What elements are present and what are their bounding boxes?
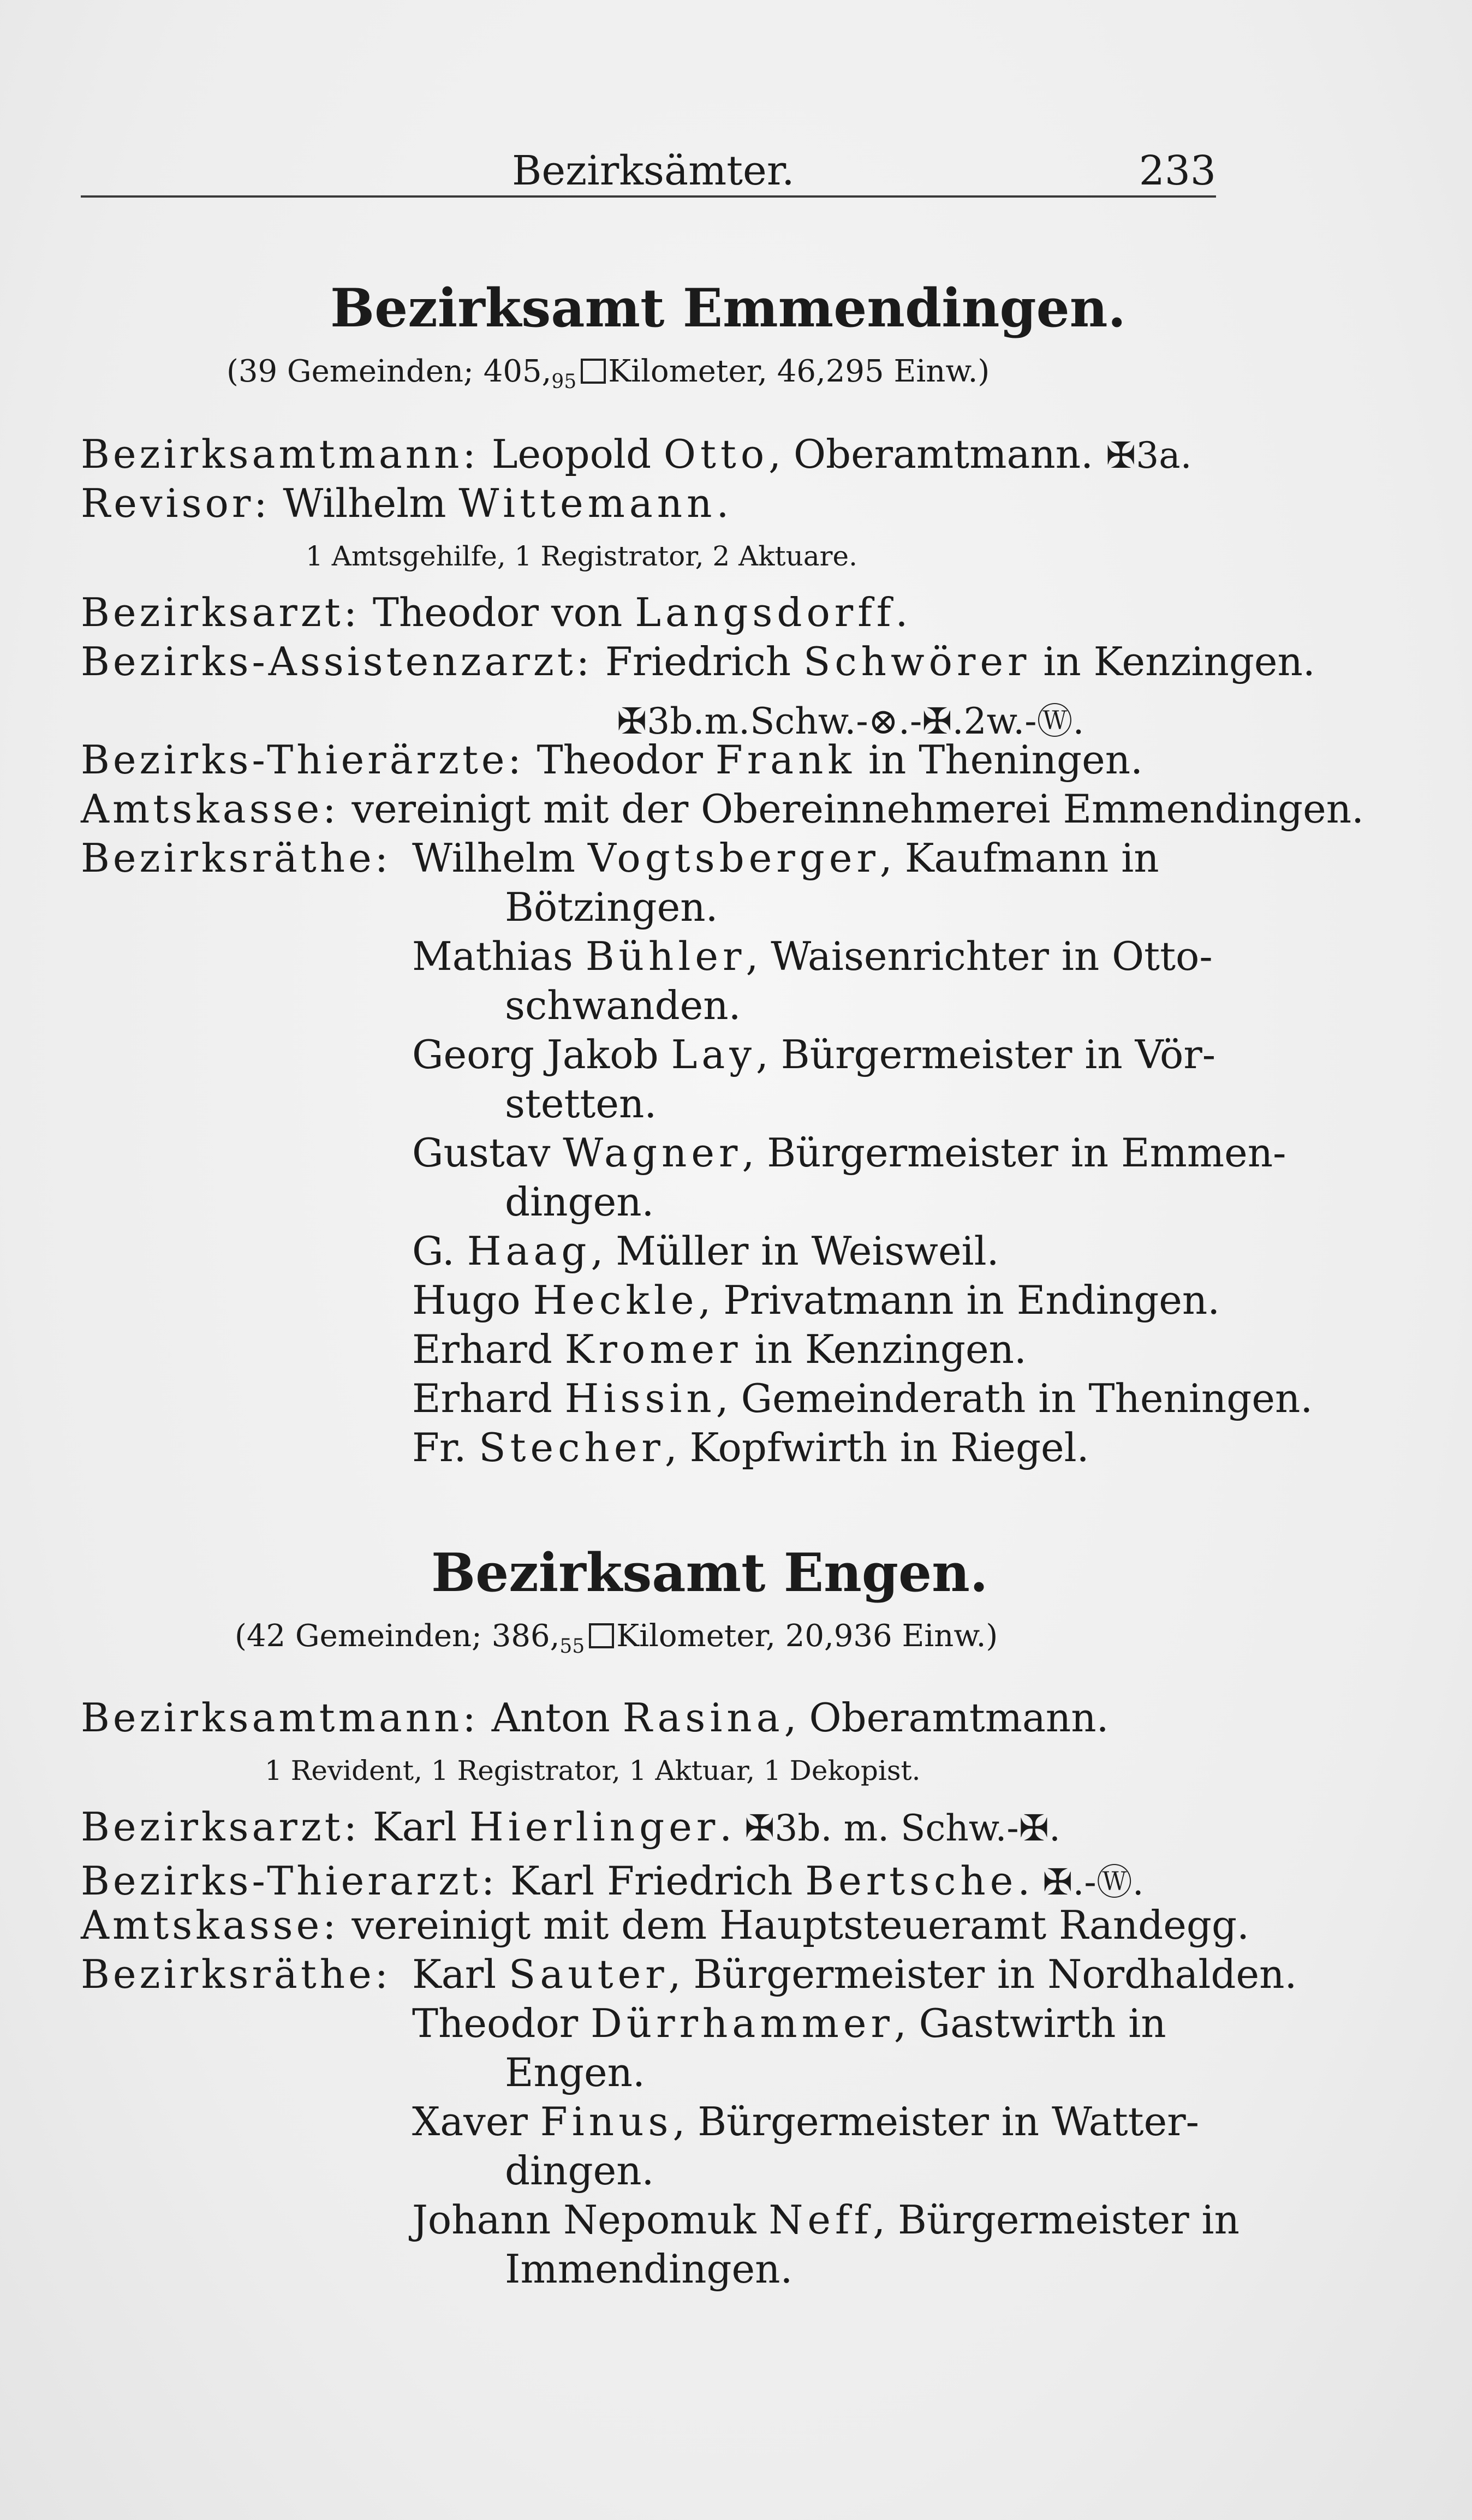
rat-line: Bötzingen. [505,884,718,930]
section-stats-engen: (42 Gemeinden; $386,_{55}$ Kilometer, 20,936 Einw.) [235,1618,998,1658]
rat-line: Georg Jakob Lay, Bürgermeister in Vör- [412,1032,1216,1077]
entry-amtmann: Bezirksamtmann: Leopold Otto, Oberamtmann. ✠3a. [81,431,1192,477]
section-title-engen: Bezirksamt Engen. [431,1542,988,1604]
section-stats-emmendingen: (39 Gemeinden; $405,_{95}$ Kilometer, 46,295 Einw.) [227,354,990,394]
entry-bezirksraethe-label-engen: Bezirksräthe: [81,1951,391,1997]
assistenzarzt-orders: ✠3b.m.Schw.-⊗.-✠.2w.-Ⓦ. [617,700,1084,742]
rat-line: stetten. [505,1081,657,1127]
entry-bezirksarzt: Bezirksarzt: Theodor von Langsdorff. [81,589,908,635]
rat-line: Erhard Kromer in Kenzingen. [412,1326,1027,1372]
rat-line: dingen. [505,1179,654,1225]
rat-line: Hugo Heckle, Privatmann in Endingen. [412,1277,1220,1323]
square-symbol-icon [581,359,606,384]
rat-line: Erhard Hissin, Gemeinderath in Theningen. [412,1375,1313,1421]
rat-line: Wilhelm Vogtsberger, Kaufmann in [412,835,1159,881]
entry-amtskasse-engen: Amtskasse: vereinigt mit dem Hauptsteueramt Randegg. [81,1902,1249,1948]
rat-line: Johann Nepomuk Neff, Bürgermeister in [412,2197,1239,2243]
order-decoration-icon: ✠3b. m. Schw.-✠. [744,1807,1061,1849]
page-header [81,143,1216,198]
rat-line: G. Haag, Müller in Weisweil. [412,1228,999,1274]
staff-line: 1 Amtsgehilfe, 1 Registrator, 2 Aktuare. [306,540,858,572]
order-decoration-icon: ✠3a. [1105,434,1192,476]
entry-bezirksarzt-engen: Bezirksarzt: Karl Hierlinger. ✠3b. m. Schw.-✠. [81,1804,1061,1850]
rat-line: Theodor Dürrhammer, Gastwirth in [412,2000,1166,2046]
entry-revisor: Revisor: Wilhelm Wittemann. [81,480,729,526]
order-decoration-icon: ✠.-Ⓦ. [1042,1861,1144,1903]
entry-thieraerzte: Bezirks-Thierärzte: Theodor Frank in Theningen. [81,737,1143,783]
rat-line: Karl Sauter, Bürgermeister in Nordhalden. [412,1951,1297,1997]
rat-line: Mathias Bühler, Waisenrichter in Otto- [412,933,1213,979]
page-number: 233 [1139,147,1216,194]
rat-line: Fr. Stecher, Kopfwirth in Riegel. [412,1425,1089,1470]
entry-amtskasse: Amtskasse: vereinigt mit der Obereinnehmerei Emmendingen. [81,786,1364,832]
staff-line-engen: 1 Revident, 1 Registrator, 1 Aktuar, 1 Dekopist. [265,1755,921,1786]
rat-line: Immendingen. [505,2246,793,2292]
entry-bezirksraethe-label: Bezirksräthe: [81,835,391,881]
running-title: Bezirksämter. [512,147,795,194]
rat-line: dingen. [505,2148,654,2194]
rat-line: Engen. [505,2050,645,2095]
square-symbol-icon [589,1623,614,1648]
rat-line: Xaver Finus, Bürgermeister in Watter- [412,2099,1199,2144]
section-title-emmendingen: Bezirksamt Emmendingen. [330,277,1126,339]
rat-line: Gustav Wagner, Bürgermeister in Emmen- [412,1130,1286,1176]
entry-assistenzarzt: Bezirks-Assistenzarzt: Friedrich Schwörer in Kenzingen. [81,639,1315,684]
entry-amtmann-engen: Bezirksamtmann: Anton Rasina, Oberamtmann. [81,1695,1109,1741]
rat-line: schwanden. [505,982,741,1028]
entry-thierarzt-engen: Bezirks-Thierarzt: Karl Friedrich Bertsche. ✠.-Ⓦ. [81,1858,1144,1904]
